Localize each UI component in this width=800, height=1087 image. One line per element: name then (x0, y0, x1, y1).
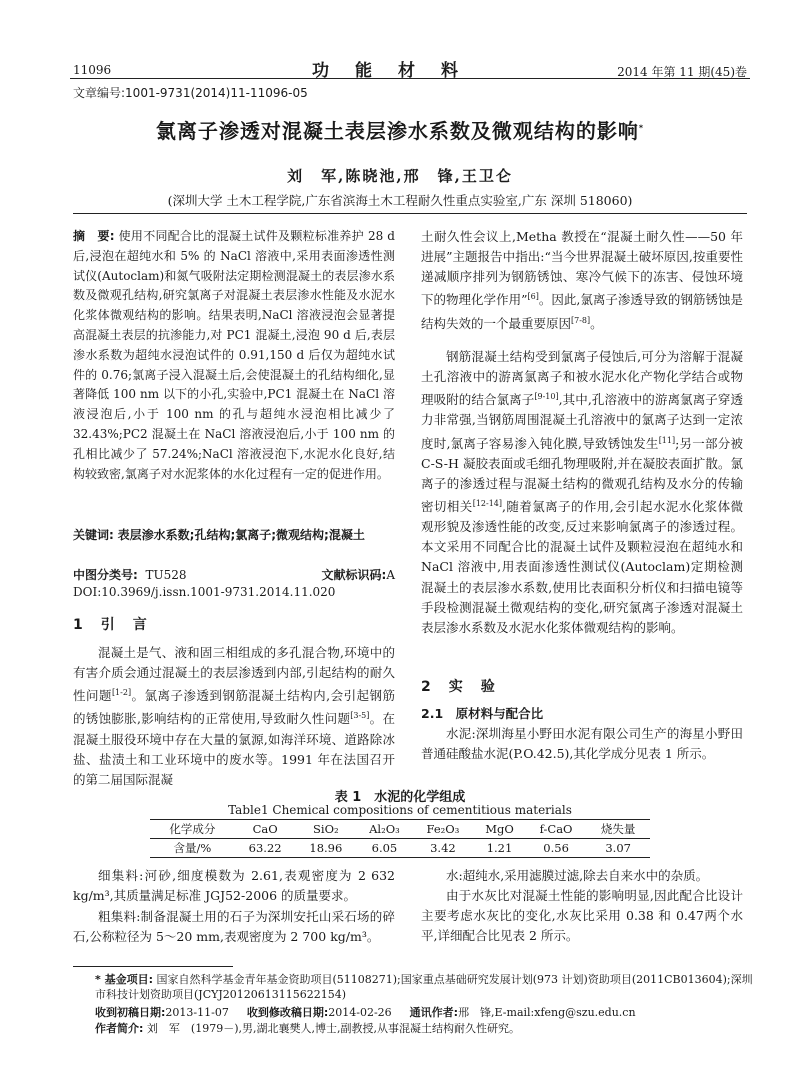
table-cell: 3.07 (586, 839, 650, 858)
right-text-f: ;另一部分被 C-S-H 凝胶表面或毛细孔物理吸附,并在凝胶表面扩散。氯离子的渗透过程与混凝土结构的微观孔结构及水分的传输密切相关 (421, 435, 744, 515)
citation: [11] (658, 435, 676, 445)
clc-value: TU528 (145, 568, 187, 582)
page-number: 11096 (73, 63, 112, 77)
section-1-heading: 1 引 言 (73, 617, 149, 633)
section-1-paragraph (73, 643, 395, 790)
funding-label: * 基金项目: (95, 973, 153, 986)
revised-date (247, 1005, 392, 1020)
clc (73, 566, 186, 583)
article-number: 文章编号:1001-9731(2014)11-11096-05 (73, 86, 308, 100)
cement-paragraph: 水泥:深圳海星小野田水泥有限公司生产的海星小野田普通硅酸盐水泥(P.O.42.5),其化学成分见表 1 所示。 (421, 726, 743, 762)
right-text-e: ,其中,孔溶液中的游离氯离子穿透力非常强,当钢筋周围混凝土孔溶液中的氯离子达到一定浓度时,氯离子容易渗入钝化膜,导致锈蚀发生 (421, 392, 743, 451)
clc-label: 中图分类号: (73, 568, 138, 582)
paper-title (0, 115, 800, 144)
right-paragraph-1 (421, 227, 743, 334)
doc-code (322, 566, 395, 583)
right-text-d: 钢筋混凝土结构受到氯离子侵蚀后,可分为溶解于混凝土孔溶液中的游离氯离子和被水泥水化产物化学结合或物理吸附的结合氯离子 (421, 349, 743, 408)
citation: [9-10] (534, 392, 559, 402)
chemical-composition-table (150, 819, 650, 858)
corresponding-author (410, 1005, 636, 1020)
funding-text: 国家自然科学基金青年基金资助项目(51108271);国家重点基础研究发展计划(973 计划)资助项目(2011CB013604);深圳市科技计划资助项目(JCYJ20120613115622154) (95, 973, 753, 1001)
table-header-cell: Al₂O₃ (356, 820, 412, 839)
title-footnote-mark: * (638, 123, 645, 133)
keywords (73, 526, 395, 545)
table-header-cell: Fe₂O₃ (413, 820, 473, 839)
abstract-label: 摘 要: (73, 229, 115, 243)
right-text-c: 。 (590, 315, 603, 331)
abstract-text: 使用不同配合比的混凝土试件及颗粒标准养护 28 d 后,浸泡在超纯水和 5% 的 NaCl 溶液中,采用表面渗透性测试仪(Autoclam)和氮气吸附法定期检测混凝土的表层渗水系数及微观孔结构,研究氯离子对混凝土表层渗水性能及水泥水化浆体微观结构的影响。结果表明,NaCl 溶液浸泡会显著提高混凝土表层的抗渗能力,对 PC1 混凝土,浸泡 90 d 后,表层渗水系数为超纯水浸泡试件的 0.91,150 d 后仅为超纯水试件的 0.76;氯离子浸入混凝土后,会使混凝土的孔结构细化,显著降低 100 nm 以下的小孔,实验中,PC1 混凝土在 NaCl 溶液浸泡后,小于 100 nm 的孔与超纯水浸泡相比减少了 32.43%;PC2 混凝土在 NaCl 溶液浸泡后,小于 100 nm 的孔相比减少了 57.24%;NaCl 溶液浸泡下,水泥水化良好,结构较致密,氯离子对水泥浆体的水化过程有一定的促进作用。 (73, 229, 395, 481)
table-cell: 6.05 (356, 839, 412, 858)
table-header-cell: 烧失量 (586, 820, 650, 839)
table-cell: 18.96 (296, 839, 357, 858)
table-header-cell: f-CaO (526, 820, 587, 839)
author-bio-footnote (95, 1021, 755, 1036)
table-row (150, 839, 650, 858)
intro-text-a: 混凝土是气、液和固三相组成的多孔混合物,环境中的有害介质会通过混凝土的表层渗透到内部,引起结构的耐久性问题 (73, 645, 395, 704)
table-header-cell: 化学成分 (150, 820, 235, 839)
coarse-aggregate-paragraph: 粗集料:制备混凝土用的石子为深圳安托山采石场的碎石,公称粒径为 5～20 mm,表观密度为 2 700 kg/m³。 (73, 909, 395, 945)
received-date (95, 1005, 229, 1020)
right-text-g: ,随着氯离子的作用,会引起水泥水化浆体微观形貌及渗透性能的改变,反过来影响氯离子的渗透过程。本文采用不同配合比的混凝土试件及颗粒浸泡在超纯水和 NaCl 溶液中,用表面渗透性测试仪(Autoclam)定期检测混凝土的表层渗水系数,使用比表面积分析仪和扫描电镜等手段检测混凝土微观结构的变化,研究氯离子渗透对混凝土表层渗水系数及水泥水化浆体微观结构的影响。 (421, 499, 743, 635)
table-1-title: 表 1 水泥的化学组成 (334, 790, 466, 805)
contact-value: 邢 锋,E-mail:xfeng@szu.edu.cn (458, 1006, 636, 1019)
doc-code-label: 文献标识码: (321, 568, 387, 582)
citation: [3-5] (350, 711, 370, 721)
table-cell: 1.21 (473, 839, 526, 858)
mix-design-paragraph: 由于水灰比对混凝土性能的影响明显,因此配合比设计主要考虑水灰比的变化,水灰比采用 0.38 和 0.47两个水平,详细配合比见表 2 所示。 (421, 888, 743, 944)
keywords-text: 表层渗水系数;孔结构;氯离子;微观结构;混凝土 (117, 528, 365, 542)
citation: [1-2] (111, 688, 132, 698)
affiliation: (深圳大学 土木工程学院,广东省滨海土木工程耐久性重点实验室,广东 深圳 518060) (167, 193, 633, 208)
doc-code-value: A (386, 568, 395, 582)
subsection-2-1-heading: 2.1 原材料与配合比 (421, 706, 544, 721)
table-cell: 63.22 (235, 839, 296, 858)
citation: [6] (527, 292, 539, 302)
issue-info: 2014 年第 11 期(45)卷 (617, 65, 747, 79)
classification-line (73, 566, 395, 583)
table-header-cell: MgO (473, 820, 526, 839)
citation: [12-14] (472, 498, 503, 508)
revised-value: 2014-02-26 (328, 1006, 392, 1019)
bio-label: 作者简介: (95, 1022, 144, 1035)
table-cell: 3.42 (413, 839, 473, 858)
contact-label: 通讯作者: (409, 1006, 459, 1019)
doi: DOI:10.3969/j.issn.1001-9731.2014.11.020 (73, 585, 336, 599)
abstract (73, 227, 395, 484)
paper-title-text: 氯离子渗透对混凝土表层渗水系数及微观结构的影响 (155, 119, 639, 143)
right-paragraph-2 (421, 347, 743, 638)
bio-text: 刘 军 (1979－),男,湖北襄樊人,博士,副教授,从事混凝土结构耐久性研究。 (146, 1022, 520, 1035)
table-1-subtitle: Table1 Chemical compositions of cementitious materials (228, 803, 572, 817)
footnote-rule (73, 966, 233, 967)
right-text-b: 。因此,氯离子渗透导致的钢筋锈蚀是结构失效的一个最重要原因 (421, 292, 743, 331)
table-cell: 含量/% (150, 839, 235, 858)
right-text-a: 土耐久性会议上,Metha 教授在“混凝土耐久性——50 年进展”主题报告中指出:“当今世界混凝土破坏原因,按重要性递减顺序排列为钢筋锈蚀、寒冷气候下的冻害、侵蚀环境下的物理化学作用” (421, 229, 743, 308)
water-paragraph: 水:超纯水,采用滤膜过滤,除去自来水中的杂质。 (446, 868, 709, 883)
header-rule (70, 78, 750, 79)
intro-text-c: 。在混凝土服役环境中存在大量的氯源,如海洋环境、道路除冰盐、盐渍土和工业环境中的废水等。1991 年在法国召开的第二届国际混凝 (73, 711, 395, 787)
section-2-heading: 2 实 验 (421, 679, 497, 695)
intro-text-b: 。氯离子渗透到钢筋混凝土结构内,会引起钢筋的锈蚀膨胀,影响结构的正常使用,导致耐久性问题 (73, 688, 395, 727)
table-header-cell: SiO₂ (296, 820, 357, 839)
received-value: 2013-11-07 (165, 1006, 229, 1019)
fine-aggregate-paragraph: 细集料:河砂,细度模数为 2.61,表观密度为 2 632 kg/m³,其质量满足标准 JGJ52-2006 的质量要求。 (73, 868, 395, 904)
citation: [7-8] (571, 315, 591, 325)
funding-footnote (95, 972, 755, 1002)
table-header-cell: CaO (235, 820, 296, 839)
dates-footnote (95, 1005, 755, 1020)
table-cell: 0.56 (526, 839, 587, 858)
journal-name: 功能材料 (312, 61, 484, 81)
author-list: 刘 军,陈晓池,邢 锋,王卫仑 (287, 167, 513, 185)
title-rule (73, 213, 747, 214)
revised-label: 收到修改稿日期: (246, 1006, 329, 1019)
received-label: 收到初稿日期: (95, 1006, 166, 1019)
table-header-row (150, 820, 650, 839)
keywords-label: 关键词: (73, 528, 114, 542)
